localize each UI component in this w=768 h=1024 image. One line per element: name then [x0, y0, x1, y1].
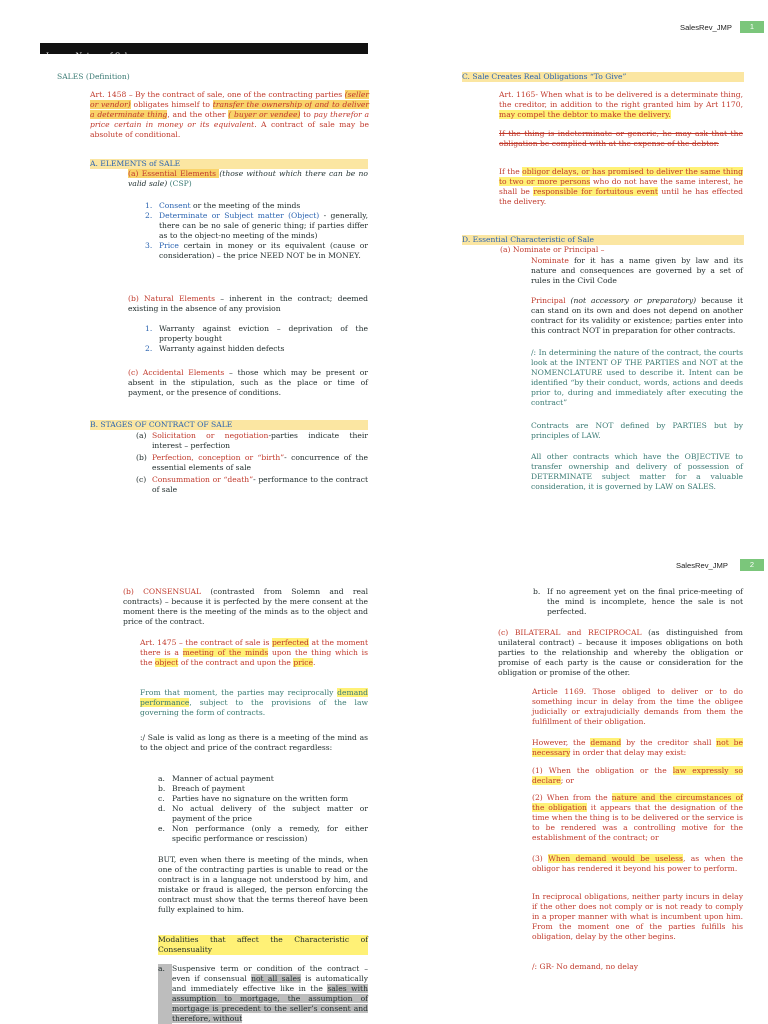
list-item: b. Breach of payment: [158, 784, 245, 793]
list-item: a. Manner of actual payment: [158, 774, 274, 783]
list-item: e. Non performance (only a remedy, for either specific performance or rescission): [158, 824, 368, 843]
condition-2: (2) When from the nature and the circumstances of the obligation it appears that the designation of the time when the thing is to be delivered or the service is to be rendered was a controlling motive for the establishment of the contract; or: [532, 793, 743, 842]
modalities-heading: Modalities that affect the Characteristic of Consensuality: [158, 935, 368, 954]
natural-elements: (b) Natural Elements – inherent in the contract; deemed existing in the absence of any provision: [128, 294, 368, 313]
valid-list: [158, 774, 368, 844]
all-other-paragraph: All other contracts which have the OBJECTIVE to transfer ownership and delivery of possession of DETERMINATE subject matter for a valuable consideration, it is governed by LAW on SALES.: [531, 452, 743, 491]
accidental-elements: (c) Accidental Elements – those which may be present or absent in the stipulation, such as the place or time of payment, or the presence of conditions.: [128, 368, 368, 397]
natural-elements-list: [145, 324, 368, 354]
list-item: 2. Determinate or Subject matter (Object) - generally, there can be no sale of generic thing; if parties differ as to the object-no meeting of the minds): [145, 211, 368, 240]
reciprocal-paragraph: In reciprocal obligations, neither party incurs in delay if the other does not comply or is not ready to comply in a proper manner with what is incumbent upon him. From the moment one of the parties fulfills his obligation, delay by the other begins.: [532, 892, 743, 941]
art-1458-paragraph: Art. 1458 – By the contract of sale, one of the contracting parties (seller or vendor) obligates himself to transfer the ownership of and to deliver a determinate thing, and the other ( buyer or vendee) to pay therefor a price certain in money or its equivalent. A contract of sale may be absolute of conditional.: [90, 90, 370, 139]
but-even-paragraph: BUT, even when there is meeting of the minds, when one of the contracting parties is unable to read or the contract is in a language not understood by him, and mistake or fraud is alleged, the person enforcing the contract must show that the terms thereof have been fully explained to him.: [158, 855, 368, 914]
section-title-bar: [40, 43, 368, 60]
not-defined-paragraph: Contracts are NOT defined by PARTIES but by principles of LAW.: [531, 421, 743, 440]
condition-1: (1) When the obligation or the law expressly so declare; or: [532, 766, 743, 785]
bilateral-paragraph: (c) BILATERAL and RECIPROCAL (as distinguished from unilateral contract) – because it imposes obligations on both parties to the relationship and whereby the obligation or promise of each party is the cause or consideration for the obligation or promise of the other.: [498, 628, 743, 677]
page-header: SalesRev_JMP: [676, 561, 728, 570]
nominate-paragraph: Nominate for it has a name given by law and its nature and consequences are governed by a set of rules in the Civil Code: [531, 256, 743, 285]
list-item: c. Parties have no signature on the written form: [158, 794, 349, 803]
list-item: d. No actual delivery of the subject matter or payment of the price: [158, 804, 368, 823]
condition-3: (3) When demand would be useless, as when the obligor has rendered it beyond his power to perform.: [532, 854, 743, 873]
list-item: 3. Price certain in money or its equivalent (cause or consideration) – the price NEED NOT be in MONEY.: [145, 241, 368, 260]
stages-heading: B. STAGES OF CONTRACT OF SALE: [90, 420, 233, 429]
from-that-moment-paragraph: From that moment, the parties may reciprocally demand performance, subject to the provisions of the law governing the form of contracts.: [140, 688, 368, 717]
essential-elements-list: [145, 201, 368, 261]
list-item: 1. Warranty against eviction – deprivation of the property bought: [145, 324, 368, 343]
nominate-label: (a) Nominate or Principal –: [500, 245, 605, 254]
sales-definition-heading: SALES (Definition): [57, 72, 130, 81]
determining-paragraph: /: In determining the nature of the contract, the courts look at the INTENT OF THE PARTIES and NOT at the NOMENCLATURE used to describe it. Intent can be identified “by their conduct, words, actions and deeds prior to, during and immediately after executing the contract”: [531, 348, 743, 407]
stages-list: [136, 431, 368, 495]
however-paragraph: However, the demand by the creditor shall not be necessary in order that delay may exist:: [532, 738, 743, 757]
elements-heading: A. ELEMENTS of SALE: [90, 159, 181, 168]
list-item: (c) Consummation or “death”- performance to the contract of sale: [136, 475, 368, 494]
page-header: SalesRev_JMP: [680, 23, 732, 32]
section-title: I. Nature of Sales: [46, 51, 136, 60]
list-item: (a) Solicitation or negotiation-parties indicate their interest – perfection: [136, 431, 368, 450]
page-number-badge: 2: [740, 559, 764, 571]
valid-paragraph: :/ Sale is valid as long as there is a meeting of the mind as to the object and price of the contract regardless:: [140, 733, 368, 752]
c-heading: C. Sale Creates Real Obligations “To Give”: [462, 72, 627, 81]
gr-note: /: GR- No demand, no delay: [532, 962, 639, 971]
price-agreement-item: b. If no agreement yet on the final price-meeting of the mind is incomplete, hence the sale is not perfected.: [533, 587, 743, 616]
essential-elements: (a) Essential Elements (those without which there can be no valid sale) (CSP): [128, 169, 369, 188]
indeterminate-paragraph: If the thing is indeterminate or generic, he may ask that the obligation be complied with at the expense of the debtor.: [499, 129, 743, 148]
principal-paragraph: Principal (not accessory or preparatory) because it can stand on its own and does not depend on another contract for its validity or existence; parties enter into this contract NOT in preparation for other contracts.: [531, 296, 743, 335]
consensual-paragraph: (b) CONSENSUAL (contrasted from Solemn and real contracts) – because it is perfected by the mere consent at the moment there is the meeting of the minds as to the object and price of the contract.: [123, 587, 369, 626]
art-1475-paragraph: Art. 1475 – the contract of sale is perfected at the moment there is a meeting of the minds upon the thing which is the object of the contract and upon the price.: [140, 638, 369, 667]
obligor-paragraph: If the obligor delays, or has promised to deliver the same thing to two or more persons who do not have the same interest, he shall be responsible for fortuitous event until he has effected the delivery.: [499, 167, 744, 206]
list-item: 1. Consent or the meeting of the minds: [145, 201, 301, 210]
suspensive-item: a. Suspensive term or condition of the contract – even if consensual not all sales is automatically and immediately effective like in the sales with assumption to mortgage, the assumption of mortgage is precedent to the seller’s consent and therefore, without: [158, 964, 369, 1023]
art-1165-paragraph: Art. 1165- When what is to be delivered is a determinate thing, the creditor, in addition to the right granted him by Art 1170, may compel the debtor to make the delivery.: [499, 90, 743, 119]
art-1169-paragraph: Article 1169. Those obliged to deliver or to do something incur in delay from the time the obligee judicially or extrajudicially demands from them the fulfillment of their obligation.: [532, 687, 743, 726]
list-item: 2. Warranty against hidden defects: [145, 344, 285, 353]
page-number-badge: 1: [740, 21, 764, 33]
d-heading: D. Essential Characteristic of Sale: [462, 235, 594, 244]
list-item: (b) Perfection, conception or “birth”- concurrence of the essential elements of sale: [136, 453, 368, 472]
